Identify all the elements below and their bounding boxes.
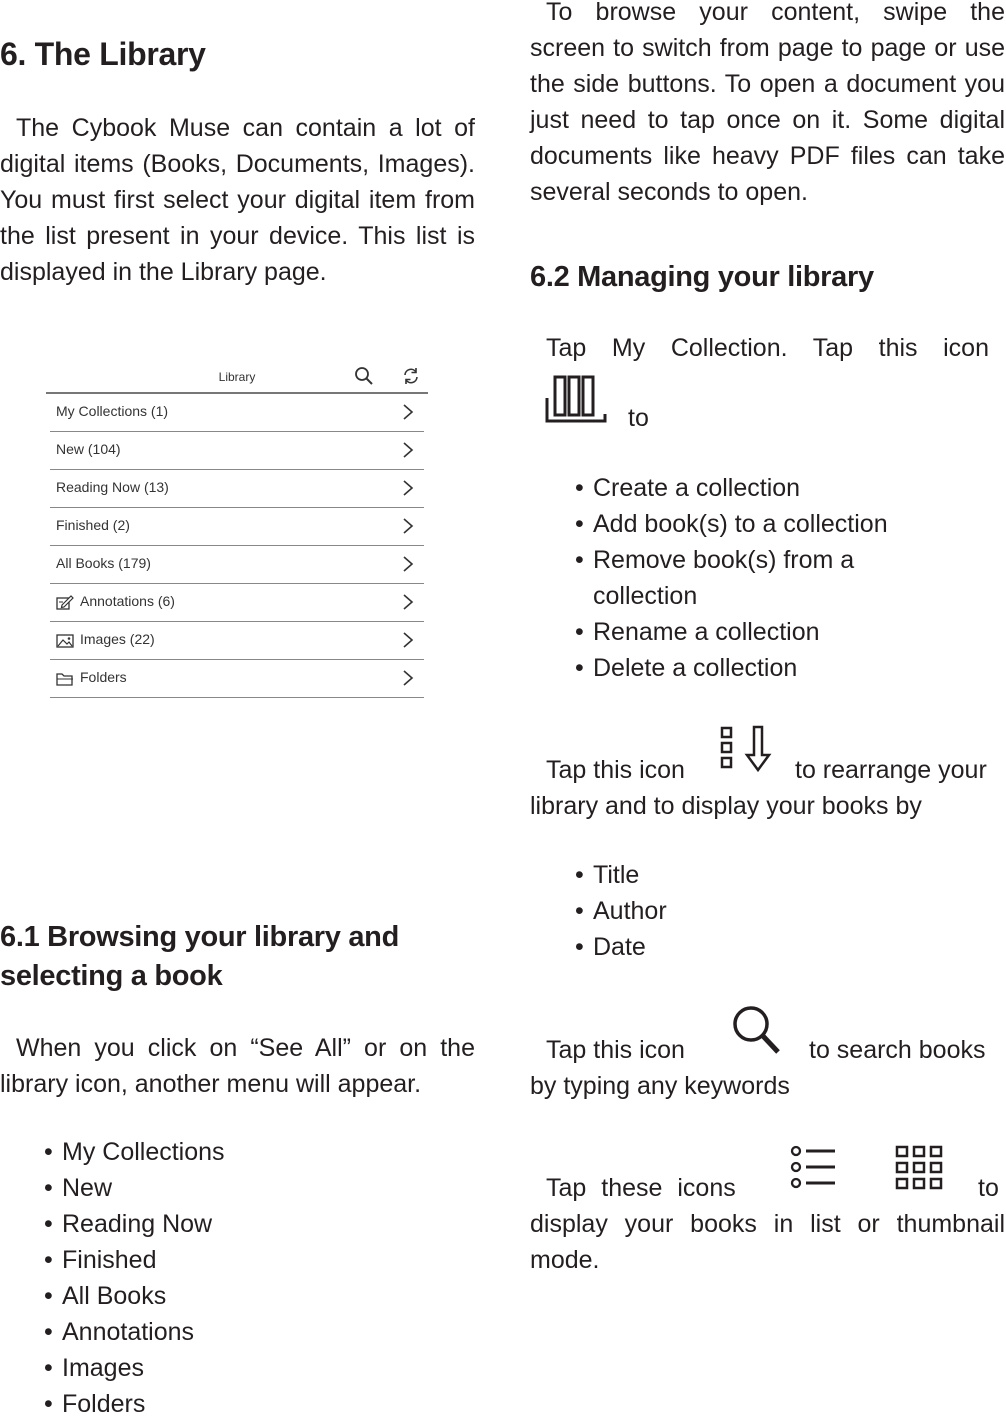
row-label: Folders [80, 669, 127, 685]
image-icon [56, 633, 74, 652]
row-label: Annotations (6) [80, 593, 175, 609]
view-text-b: to [978, 1174, 999, 1202]
browse-list [44, 1134, 225, 1422]
browse-paragraph: To browse your content, swipe the screen to switch from page to page or use the side buttons. To open a document you just need to tap once on it. Some digital documents like heavy PDF files can take several seconds to open. [530, 0, 1005, 206]
search-icon[interactable] [354, 366, 374, 389]
sort-text-a: Tap this icon [546, 756, 685, 784]
list-item: • Finished [44, 1242, 225, 1278]
refresh-icon[interactable] [401, 366, 421, 389]
library-row-my-collections[interactable] [50, 393, 424, 432]
chevron-right-icon [402, 403, 414, 424]
chevron-right-icon [402, 631, 414, 652]
list-view-icon[interactable] [789, 1145, 839, 1196]
list-item: • All Books [44, 1278, 225, 1314]
list-item: • Create a collection [575, 470, 935, 506]
list-item: • My Collections [44, 1134, 225, 1170]
manage-heading: 6.2 Managing your library [530, 261, 874, 293]
chevron-right-icon [402, 479, 414, 500]
manage-list [575, 470, 935, 686]
list-item: • Folders [44, 1386, 225, 1422]
manage-text-b: to [628, 404, 649, 432]
thumbnail-view-icon[interactable] [894, 1144, 946, 1195]
folder-icon [56, 671, 74, 690]
search-text-a: Tap this icon [546, 1036, 685, 1064]
chevron-right-icon [402, 441, 414, 462]
chevron-right-icon [402, 517, 414, 538]
library-screen [46, 362, 428, 702]
list-item: • Rename a collection [575, 614, 935, 650]
chevron-right-icon [402, 593, 414, 614]
library-row-new[interactable] [50, 431, 424, 470]
list-item: • Images [44, 1350, 225, 1386]
list-item: • Add book(s) to a collection [575, 506, 935, 542]
search-text-c: by typing any keywords [530, 1072, 790, 1100]
library-row-folders[interactable] [50, 659, 424, 698]
list-item: • Title [575, 857, 667, 893]
annotation-icon [56, 595, 74, 614]
library-row-annotations[interactable] [50, 583, 424, 622]
row-label: My Collections (1) [56, 403, 169, 419]
library-header [46, 362, 428, 394]
row-label: All Books (179) [56, 555, 151, 571]
row-label: Finished (2) [56, 517, 130, 533]
chevron-right-icon [402, 555, 414, 576]
chevron-right-icon [402, 669, 414, 690]
sort-list [575, 857, 667, 965]
browse-heading: 6.1 Browsing your library and selecting a book [0, 921, 400, 992]
collection-icon[interactable] [545, 374, 607, 429]
sort-text-c: library and to display your books by [530, 792, 922, 820]
list-item: • Reading Now [44, 1206, 225, 1242]
sort-icon[interactable] [718, 724, 776, 779]
manage-text-a: Tap My Collection. Tap this icon [546, 334, 989, 362]
list-item: • New [44, 1170, 225, 1206]
row-label: Images (22) [80, 631, 155, 647]
library-row-images[interactable] [50, 621, 424, 660]
list-item: • Delete a collection [575, 650, 935, 686]
library-intro: The Cybook Muse can contain a lot of digital items (Books, Documents, Images). You must first select your digital item from the list present in your device. This list is displayed in the Library page. [0, 114, 475, 286]
list-item: • Author [575, 893, 667, 929]
row-label: New (104) [56, 441, 121, 457]
list-item: • Date [575, 929, 667, 965]
search-icon[interactable] [730, 1004, 782, 1061]
browse-intro: When you click on “See All” or on the library icon, another menu will appear. [0, 1034, 475, 1098]
list-item: • Remove book(s) from a collection [575, 542, 893, 614]
list-item: • Annotations [44, 1314, 225, 1350]
view-text-a: Tap these icons [546, 1174, 736, 1202]
library-title: Library [218, 370, 256, 384]
library-row-finished[interactable] [50, 507, 424, 546]
row-label: Reading Now (13) [56, 479, 169, 495]
view-text-c: display your books in list or thumbnail mode. [530, 1210, 1005, 1274]
sort-text-b: to rearrange your [795, 756, 987, 784]
library-heading: 6. The Library [0, 36, 206, 72]
search-text-b: to search books [809, 1036, 986, 1064]
library-row-all-books[interactable] [50, 545, 424, 584]
library-row-reading-now[interactable] [50, 469, 424, 508]
